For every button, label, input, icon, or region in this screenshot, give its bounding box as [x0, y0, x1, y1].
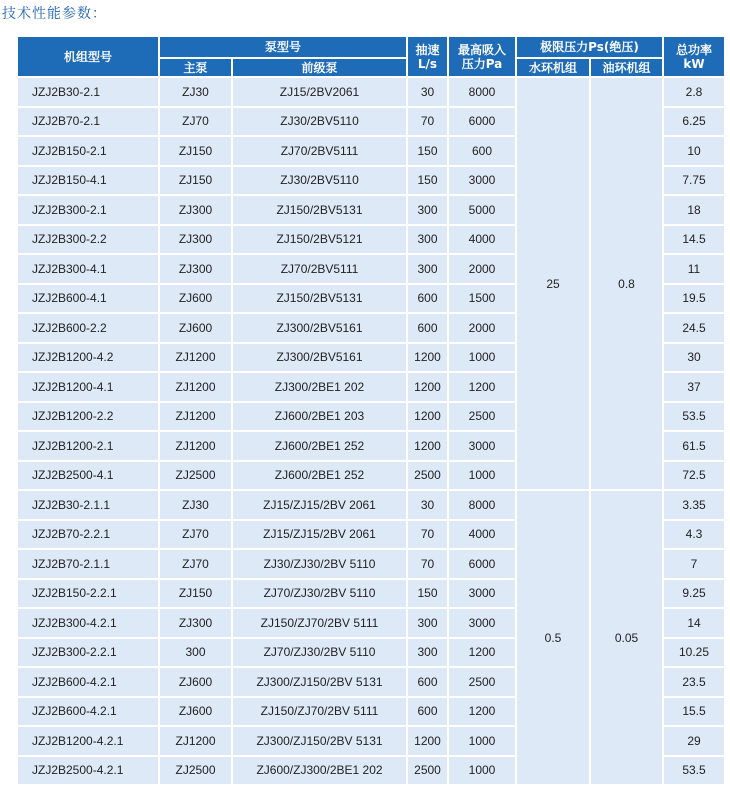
cell-total-power: 53.5: [664, 403, 724, 431]
cell-total-power: 7.75: [664, 167, 724, 195]
header-oil-ring: 油环机组: [591, 59, 662, 76]
cell-main-pump: ZJ600: [160, 668, 231, 696]
cell-main-pump: ZJ70: [160, 521, 231, 549]
header-limit-pressure: 极限压力Ps(绝压): [517, 37, 662, 57]
cell-max-suction: 8000: [449, 78, 515, 106]
cell-total-power: 18: [664, 196, 724, 224]
cell-max-suction: 3000: [449, 609, 515, 637]
cell-speed: 300: [408, 255, 447, 283]
cell-pre-pump: ZJ15/ZJ15/2BV 2061: [233, 491, 406, 519]
cell-model: JZJ2B300-2.1: [18, 196, 158, 224]
page-title: 技术性能参数：: [2, 6, 107, 22]
cell-pre-pump: ZJ300/2BE1 202: [233, 373, 406, 401]
cell-total-power: 30: [664, 344, 724, 372]
cell-max-suction: 5000: [449, 196, 515, 224]
cell-model: JZJ2B150-2.1: [18, 137, 158, 165]
cell-max-suction: 2000: [449, 314, 515, 342]
cell-main-pump: ZJ2500: [160, 757, 231, 785]
cell-max-suction: 2500: [449, 668, 515, 696]
cell-max-suction: 1000: [449, 462, 515, 490]
cell-max-suction: 1200: [449, 373, 515, 401]
cell-main-pump: ZJ300: [160, 255, 231, 283]
cell-pre-pump: ZJ15/2BV2061: [233, 78, 406, 106]
cell-main-pump: ZJ300: [160, 226, 231, 254]
cell-speed: 1200: [408, 373, 447, 401]
cell-model: JZJ2B70-2.2.1: [18, 521, 158, 549]
cell-max-suction: 6000: [449, 108, 515, 136]
cell-main-pump: ZJ1200: [160, 727, 231, 755]
cell-max-suction: 1200: [449, 698, 515, 726]
cell-speed: 300: [408, 609, 447, 637]
cell-speed: 600: [408, 668, 447, 696]
cell-max-suction: 3000: [449, 167, 515, 195]
cell-speed: 1200: [408, 403, 447, 431]
cell-main-pump: ZJ300: [160, 609, 231, 637]
cell-total-power: 61.5: [664, 432, 724, 460]
cell-max-suction: 1200: [449, 639, 515, 667]
cell-speed: 30: [408, 78, 447, 106]
cell-max-suction: 600: [449, 137, 515, 165]
cell-main-pump: ZJ600: [160, 314, 231, 342]
cell-speed: 150: [408, 167, 447, 195]
cell-speed: 70: [408, 521, 447, 549]
cell-oil-ring-pressure: 0.8: [591, 78, 662, 489]
header-total-power-unit: kW: [683, 56, 705, 71]
cell-main-pump: ZJ600: [160, 285, 231, 313]
cell-total-power: 4.3: [664, 521, 724, 549]
cell-total-power: 24.5: [664, 314, 724, 342]
cell-main-pump: ZJ150: [160, 137, 231, 165]
header-water-ring: 水环机组: [517, 59, 589, 76]
cell-pre-pump: ZJ30/ZJ30/2BV 5110: [233, 550, 406, 578]
cell-main-pump: ZJ1200: [160, 432, 231, 460]
cell-max-suction: 1000: [449, 757, 515, 785]
cell-pre-pump: ZJ150/2BV5121: [233, 226, 406, 254]
cell-speed: 70: [408, 550, 447, 578]
cell-speed: 2500: [408, 462, 447, 490]
cell-pre-pump: ZJ150/2BV5131: [233, 285, 406, 313]
header-total-power: [664, 37, 724, 76]
cell-main-pump: 300: [160, 639, 231, 667]
cell-pre-pump: ZJ300/2BV5161: [233, 314, 406, 342]
cell-total-power: 11: [664, 255, 724, 283]
cell-total-power: 10.25: [664, 639, 724, 667]
cell-pre-pump: ZJ300/ZJ150/2BV 5131: [233, 727, 406, 755]
cell-pre-pump: ZJ30/2BV5110: [233, 108, 406, 136]
header-max-suction-unit: 压力Pa: [461, 56, 503, 71]
cell-model: JZJ2B30-2.1.1: [18, 491, 158, 519]
cell-total-power: 2.8: [664, 78, 724, 106]
cell-main-pump: ZJ1200: [160, 344, 231, 372]
cell-total-power: 6.25: [664, 108, 724, 136]
cell-total-power: 19.5: [664, 285, 724, 313]
cell-main-pump: ZJ1200: [160, 373, 231, 401]
cell-max-suction: 3000: [449, 432, 515, 460]
header-max-suction-label: 最高吸入: [457, 42, 506, 57]
cell-water-ring-pressure: 0.5: [517, 491, 589, 784]
cell-model: JZJ2B1200-2.2: [18, 403, 158, 431]
cell-max-suction: 2000: [449, 255, 515, 283]
cell-total-power: 3.35: [664, 491, 724, 519]
cell-main-pump: ZJ70: [160, 108, 231, 136]
cell-main-pump: ZJ30: [160, 491, 231, 519]
cell-total-power: 37: [664, 373, 724, 401]
cell-pre-pump: ZJ70/2BV5111: [233, 137, 406, 165]
cell-max-suction: 6000: [449, 550, 515, 578]
cell-max-suction: 8000: [449, 491, 515, 519]
cell-model: JZJ2B70-2.1: [18, 108, 158, 136]
cell-speed: 150: [408, 580, 447, 608]
cell-total-power: 7: [664, 550, 724, 578]
cell-model: JZJ2B600-4.2.1: [18, 698, 158, 726]
header-max-suction: [449, 37, 515, 76]
cell-main-pump: ZJ30: [160, 78, 231, 106]
cell-speed: 600: [408, 314, 447, 342]
cell-main-pump: ZJ600: [160, 698, 231, 726]
header-pre-pump: 前级泵: [233, 59, 406, 76]
cell-max-suction: 4000: [449, 226, 515, 254]
cell-model: JZJ2B2500-4.1: [18, 462, 158, 490]
cell-model: JZJ2B600-4.1: [18, 285, 158, 313]
cell-model: JZJ2B2500-4.2.1: [18, 757, 158, 785]
cell-main-pump: ZJ1200: [160, 403, 231, 431]
spec-table: [16, 35, 726, 786]
cell-pre-pump: ZJ70/ZJ30/2BV 5110: [233, 639, 406, 667]
cell-speed: 1200: [408, 344, 447, 372]
header-model: 机组型号: [18, 37, 158, 76]
cell-model: JZJ2B600-4.2.1: [18, 668, 158, 696]
cell-main-pump: ZJ2500: [160, 462, 231, 490]
cell-pre-pump: ZJ600/2BE1 203: [233, 403, 406, 431]
cell-pre-pump: ZJ600/2BE1 252: [233, 462, 406, 490]
cell-main-pump: ZJ150: [160, 167, 231, 195]
cell-speed: 300: [408, 196, 447, 224]
cell-pre-pump: ZJ70/2BV5111: [233, 255, 406, 283]
cell-total-power: 9.25: [664, 580, 724, 608]
cell-speed: 300: [408, 639, 447, 667]
cell-model: JZJ2B70-2.1.1: [18, 550, 158, 578]
cell-pre-pump: ZJ150/ZJ70/2BV 5111: [233, 698, 406, 726]
cell-model: JZJ2B300-2.2.1: [18, 639, 158, 667]
cell-max-suction: 4000: [449, 521, 515, 549]
cell-pre-pump: ZJ70/ZJ30/2BV 5110: [233, 580, 406, 608]
header-speed-label: 抽速: [415, 42, 440, 57]
cell-pre-pump: ZJ600/ZJ300/2BE1 202: [233, 757, 406, 785]
cell-total-power: 29: [664, 727, 724, 755]
cell-speed: 1200: [408, 432, 447, 460]
cell-model: JZJ2B150-2.2.1: [18, 580, 158, 608]
cell-speed: 1200: [408, 727, 447, 755]
table-body: [18, 78, 724, 784]
cell-max-suction: 3000: [449, 580, 515, 608]
cell-speed: 70: [408, 108, 447, 136]
cell-total-power: 53.5: [664, 757, 724, 785]
cell-speed: 150: [408, 137, 447, 165]
cell-max-suction: 1500: [449, 285, 515, 313]
cell-main-pump: ZJ70: [160, 550, 231, 578]
cell-max-suction: 1000: [449, 727, 515, 755]
cell-oil-ring-pressure: 0.05: [591, 491, 662, 784]
cell-main-pump: ZJ300: [160, 196, 231, 224]
cell-pre-pump: ZJ300/2BV5161: [233, 344, 406, 372]
cell-model: JZJ2B300-2.2: [18, 226, 158, 254]
cell-speed: 2500: [408, 757, 447, 785]
cell-max-suction: 1000: [449, 344, 515, 372]
cell-model: JZJ2B300-4.2.1: [18, 609, 158, 637]
cell-speed: 30: [408, 491, 447, 519]
cell-total-power: 10: [664, 137, 724, 165]
header-speed-unit: L/s: [417, 56, 438, 71]
cell-model: JZJ2B1200-4.2: [18, 344, 158, 372]
cell-pre-pump: ZJ30/2BV5110: [233, 167, 406, 195]
cell-max-suction: 2500: [449, 403, 515, 431]
table-row: [18, 491, 724, 519]
cell-model: JZJ2B1200-4.1: [18, 373, 158, 401]
cell-model: JZJ2B600-2.2: [18, 314, 158, 342]
cell-main-pump: ZJ150: [160, 580, 231, 608]
table-row: [18, 78, 724, 106]
cell-total-power: 72.5: [664, 462, 724, 490]
cell-model: JZJ2B300-4.1: [18, 255, 158, 283]
header-speed: [408, 37, 447, 76]
cell-pre-pump: ZJ150/ZJ70/2BV 5111: [233, 609, 406, 637]
cell-total-power: 15.5: [664, 698, 724, 726]
cell-pre-pump: ZJ300/ZJ150/2BV 5131: [233, 668, 406, 696]
cell-model: JZJ2B1200-4.2.1: [18, 727, 158, 755]
cell-speed: 600: [408, 698, 447, 726]
cell-total-power: 14: [664, 609, 724, 637]
cell-pre-pump: ZJ15/ZJ15/2BV 2061: [233, 521, 406, 549]
cell-speed: 600: [408, 285, 447, 313]
cell-model: JZJ2B150-4.1: [18, 167, 158, 195]
header-pump-type: 泵型号: [160, 37, 406, 57]
cell-speed: 300: [408, 226, 447, 254]
cell-total-power: 14.5: [664, 226, 724, 254]
cell-pre-pump: ZJ150/2BV5131: [233, 196, 406, 224]
cell-pre-pump: ZJ600/2BE1 252: [233, 432, 406, 460]
header-main-pump: 主泵: [160, 59, 231, 76]
cell-water-ring-pressure: 25: [517, 78, 589, 489]
cell-total-power: 23.5: [664, 668, 724, 696]
header-total-power-label: 总功率: [675, 42, 712, 57]
cell-model: JZJ2B1200-2.1: [18, 432, 158, 460]
cell-model: JZJ2B30-2.1: [18, 78, 158, 106]
